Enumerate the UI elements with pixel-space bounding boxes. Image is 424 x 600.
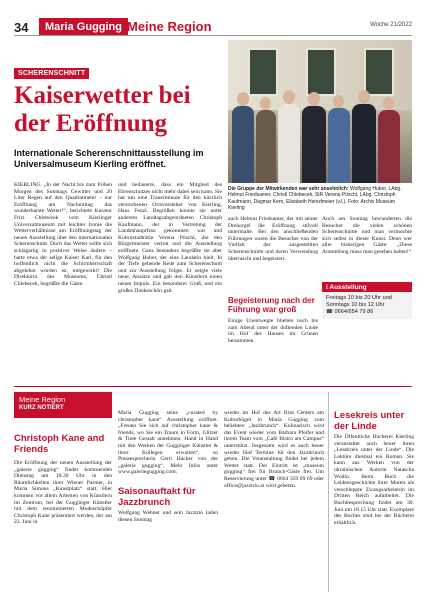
group-photo <box>228 40 412 183</box>
brief-3-text: wieder im Hof des Art Brut Centers am Kulturhügel in Maria Gugging zum beliebten „Jazzbrunch“. Kulinarisch wird das Event wieder vom Barbara Pfeifer und ihrem Team vom „Café Bistro am Campus“ unterstützt. Insgesamt wird es auch heuer wieder fünf Termine für den Jazzbrunch geben. Die Veranstaltung findet bei jedem Wetter statt. Der Eintritt ist „museum gugging“ frei für Brunch-Gäste frei. Um Reservierung unter ☎ 0664 359 09 69 oder office@jazztrio.at wird gebeten. <box>224 410 324 489</box>
info-line: Sonntags 10 bis 12 Uhr <box>326 302 385 308</box>
brief-4-text: Die Öffentliche Bücherei Kierling veranstaltet auch heuer ihren „Lesekreis unter der Linde“. Die Lektüre diesmal ein Roman. Sie kann aus Werken von der ukrainischen Autorin Natascha Wodin. Beim Buch die Leidensgeschichte ihrer Mutter als verschleppte Zwangsarbeiterin im Dritten Reich aufarbeitet. Die Buchbesprechung findet am 30. Juni um 18.15 Uhr statt. Exemplare des Buches sind bei der Bücherei erhältlich. <box>334 434 414 526</box>
caption-lead: Die Gruppe der Mitwirkenden war sehr ansehnlich: <box>228 186 349 192</box>
article-column-3b: Einige Unentwegte blieben noch bis zum Abend unter der duftenden Linde im Hof des Hauses im Grünen beisammen. <box>228 318 318 344</box>
info-tag: i Ausstellung <box>322 282 412 293</box>
section-divider <box>14 386 412 387</box>
article-column-4: Auch am Sonntag bewunderten die Besucher die vielen schönen Scherenschnitte und man vermochte sich selbst in dieser Kunst. Denn wer aller bisherigen Gäste: „Diese Ausstellung muss man gesehen haben!“ <box>322 216 412 255</box>
page-number: 34 <box>14 20 29 35</box>
brief-2-headline: Saisonauftakt für Jazzbrunch <box>118 486 196 508</box>
issue-label: Woche 21/2022 <box>370 22 412 28</box>
brief-1-text: Die Eröffnung der neuen Ausstellung der „galerie gugging“ findet kommenden Dienstag um 18.30 Uhr in den Räumlichkeiten ihrer Wiener Partner, in Maria Simons „Kunstplatz“ statt. Hier kommen vor allem Arbeiten von Künstlern im Zentrum, bei der Gugginger Künstler mit dem renommierten Modeschöpfer Christoph Kane präsentiert werden, der am 22. Juni in <box>14 460 112 526</box>
article-subhead: Internationale Scherenschnittausstellung im Universalmuseum Kierling eröffnet. <box>14 148 204 169</box>
brief-4-headline: Lesekreis unter der Linde <box>334 410 405 432</box>
article-column-1: KIERLING. „In der Nacht bis zum frühen Morgen des Sonntags Gewitter und 20 Liter Regen auf den Quadratmeter – nur Eröffnung am Nachmittag das wunderbarste Wetter!“, berichtete Kurator Fritz Chlebecek vom Kierlinger Universalmuseum mit leichter Ironie die Wetterverhältnisse am Eröffnungstag der neuen Ausstellung über den internationalen Scherenschnitt. Doch das Wetter sollte sich schlagartig in positiver Weise ändern – hatte etwa der selige Kaiser Karl, für den hoffentlich nicht die Schirmherrschaft abgelehnt worden ist, mitgewirkt? Die Direktorin des Museums, Christl Chlebecek, begrüßte die Gäste. <box>14 182 112 287</box>
info-box <box>322 292 412 319</box>
brief-2-text-2: Wolfgang Wehner und sein Jazztrio laden diesen Sonntag <box>118 510 218 523</box>
article-column-3: auch Helmut Friedsamer, der mit seiner Drehorgel die Eröffnung stilvoll untermalte. Bei den anschließenden Führungen waren die Besucher von der Vielfalt der ausgestellten Scherenschnitte und deren Verwendung überrascht und begeistert. <box>228 216 318 262</box>
brief-1-headline: Christoph Kane and Friends <box>14 433 105 455</box>
kurz-label: KURZ NOTIERT <box>19 405 64 411</box>
article-subheading: Begeisterung nach der Führung war groß <box>228 296 315 314</box>
article-column-2: und bedauerte, dass ein Mitglied des Ehrenschutzes nicht mehr dabei sein kann. Sie hat um eine Trauerminute für den kürzlich verstorbenen Ortsvorsteher von Kierling, Hans Fenzl. Begrüßen konnte sie unter anderem Landtagsabgeordneten Christoph Kaufmann, der in Vertretung der Landeshauptfrau gekommen war und Kulturstadträtin Verena Pöschl, die den Bürgermeister vertrat und die Ausstellung eröffnete. Ganz besonders begrüßte sie aber Wolfgang Huber, der eine Laudatio hielt. In der Tiefe gehende Rede zum Scherenschnitt und zur Ausstellung folgte. Er zeigte viele neue, Ansätze und gab den Künstlern einen neuen Impuls. Ein besonderer Gruß, und ein großes Dankeschön galt <box>118 182 222 294</box>
caption-text: Wolfgang Huber, LAbg. Helmut Friedsamer, Christl Chlebecek, StR Verena Pöschl, LAbg. Christoph Kaufmann, Dagmar Kern, Elisabeth Heinzlmeier (v.l.). Foto: Archiv Museum Kierling <box>228 186 402 212</box>
kurz-title: Meine Region <box>19 395 66 404</box>
header-divider <box>14 35 412 36</box>
info-phone: ☎ 0664/654 79 86 <box>326 309 374 315</box>
article-headline: Kaiserwetter bei der Eröffnung <box>14 82 191 137</box>
photo-caption <box>228 186 412 212</box>
info-line: Freitags 10 bis 20 Uhr und <box>326 295 392 301</box>
rubric-title: Meine Region <box>127 19 212 34</box>
article-kicker: SCHERENSCHNITT <box>14 68 89 79</box>
kurz-notiert-box <box>14 392 112 418</box>
rubric-tag: Maria Gugging <box>39 18 128 36</box>
brief-2-text: Maria Gugging seine „curated by christopher kane“ Ausstellung eröffnet. „Freuen Sie sich auf christopher kane & friends, wo Sie ein Traum in Form, Glitzer & Tinte Gestalt annehmen. Hand in Hand mit den Werken der Gugginger Künstler & ihrer Kollegen erwarten“, so Pressesprecherin Gerti Hacker von der „galerie gugging“. Mehr Infos unter www.galeriegugging.com. <box>118 410 218 476</box>
column-divider <box>328 392 329 592</box>
